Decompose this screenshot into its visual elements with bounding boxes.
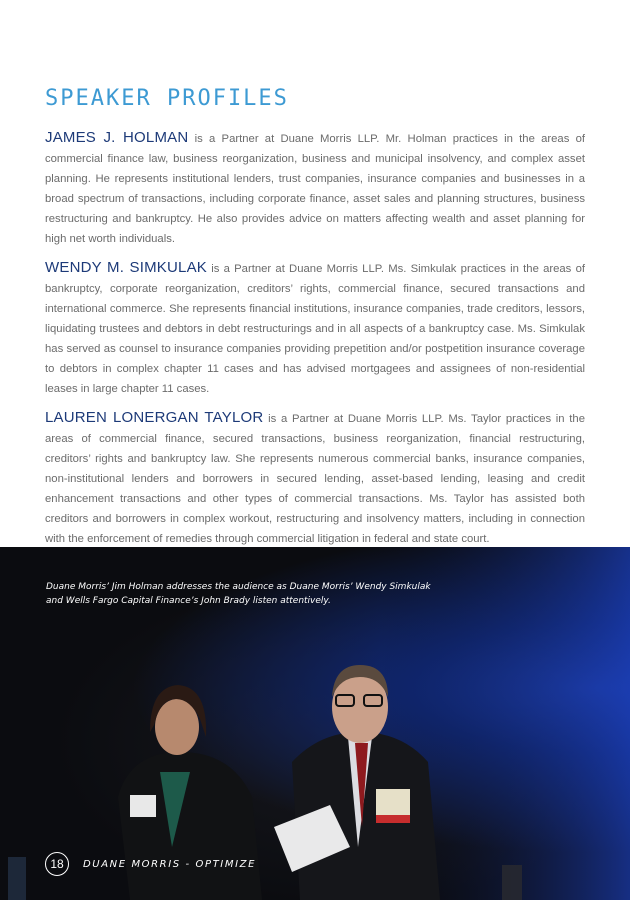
water-glass — [502, 865, 522, 900]
speaker-name: JAMES J. HOLMAN — [45, 129, 189, 146]
page-footer — [45, 852, 256, 876]
event-photo — [0, 547, 630, 900]
speaker-name: LAUREN LONERGAN TAYLOR — [45, 409, 264, 426]
speaker-profiles — [45, 128, 585, 558]
profile-taylor — [45, 408, 585, 549]
photo-caption — [46, 580, 446, 608]
caption-line-2: and Wells Fargo Capital Finance’s John Brady listen attentively. — [46, 596, 331, 606]
speaker-bio: is a Partner at Duane Morris LLP. Mr. Holman practices in the areas of commercial finance law, business reorganization, business and municipal insolvency, and complex asset planning. He represents institutional lenders, trust companies, insurance companies and businesses in a broad spectrum of transactions, including corporate finance, asset sales and planning structures, business restructuring and bankruptcy. He also provides advice on matters affecting wealth and asset planning for high net worth individuals. — [45, 133, 586, 245]
publication-title: DUANE MORRIS - OPTIMIZE — [83, 858, 257, 870]
water-glass — [8, 857, 26, 900]
speaker-name: WENDY M. SIMKULAK — [45, 259, 207, 276]
speaker-bio: is a Partner at Duane Morris LLP. Ms. Simkulak practices in the areas of bankruptcy, corporate reorganization, creditors’ rights, commercial finance, secured transactions and international commerce. She represents financial institutions, insurance companies, trade creditors, lessors, liquidating trustees and debtors in debt restructurings and in all aspects of a bankruptcy case. Ms. Simkulak has served as counsel to insurance companies providing prepetition and/or postpetition insurance coverage to debtors in complex chapter 11 cases and has advised mortgagees and assignees of non-residential leases in large chapter 11 cases. — [45, 263, 585, 395]
profile-holman — [45, 128, 585, 249]
caption-line-1: Duane Morris’ Jim Holman addresses the audience as Duane Morris’ Wendy Simkulak — [46, 582, 431, 592]
profile-simkulak — [45, 258, 585, 399]
section-heading: SPEAKER PROFILES — [45, 86, 289, 111]
speaker-bio: is a Partner at Duane Morris LLP. Ms. Taylor practices in the areas of commercial finance, secured transactions, business reorganization, financial restructuring, creditors’ rights and bankruptcy law. She represents numerous commercial banks, insurance companies, non-institutional lenders and borrowers in secured lending, asset-based lending, leasing and credit enhancement transactions and other types of commercial transactions. Ms. Taylor has assisted both creditors and borrowers in complex workout, restructuring and insolvency matters, including in connection with the enforcement of remedies through commercial litigation in federal and state court. — [45, 413, 585, 545]
page-number: 18 — [45, 852, 69, 876]
